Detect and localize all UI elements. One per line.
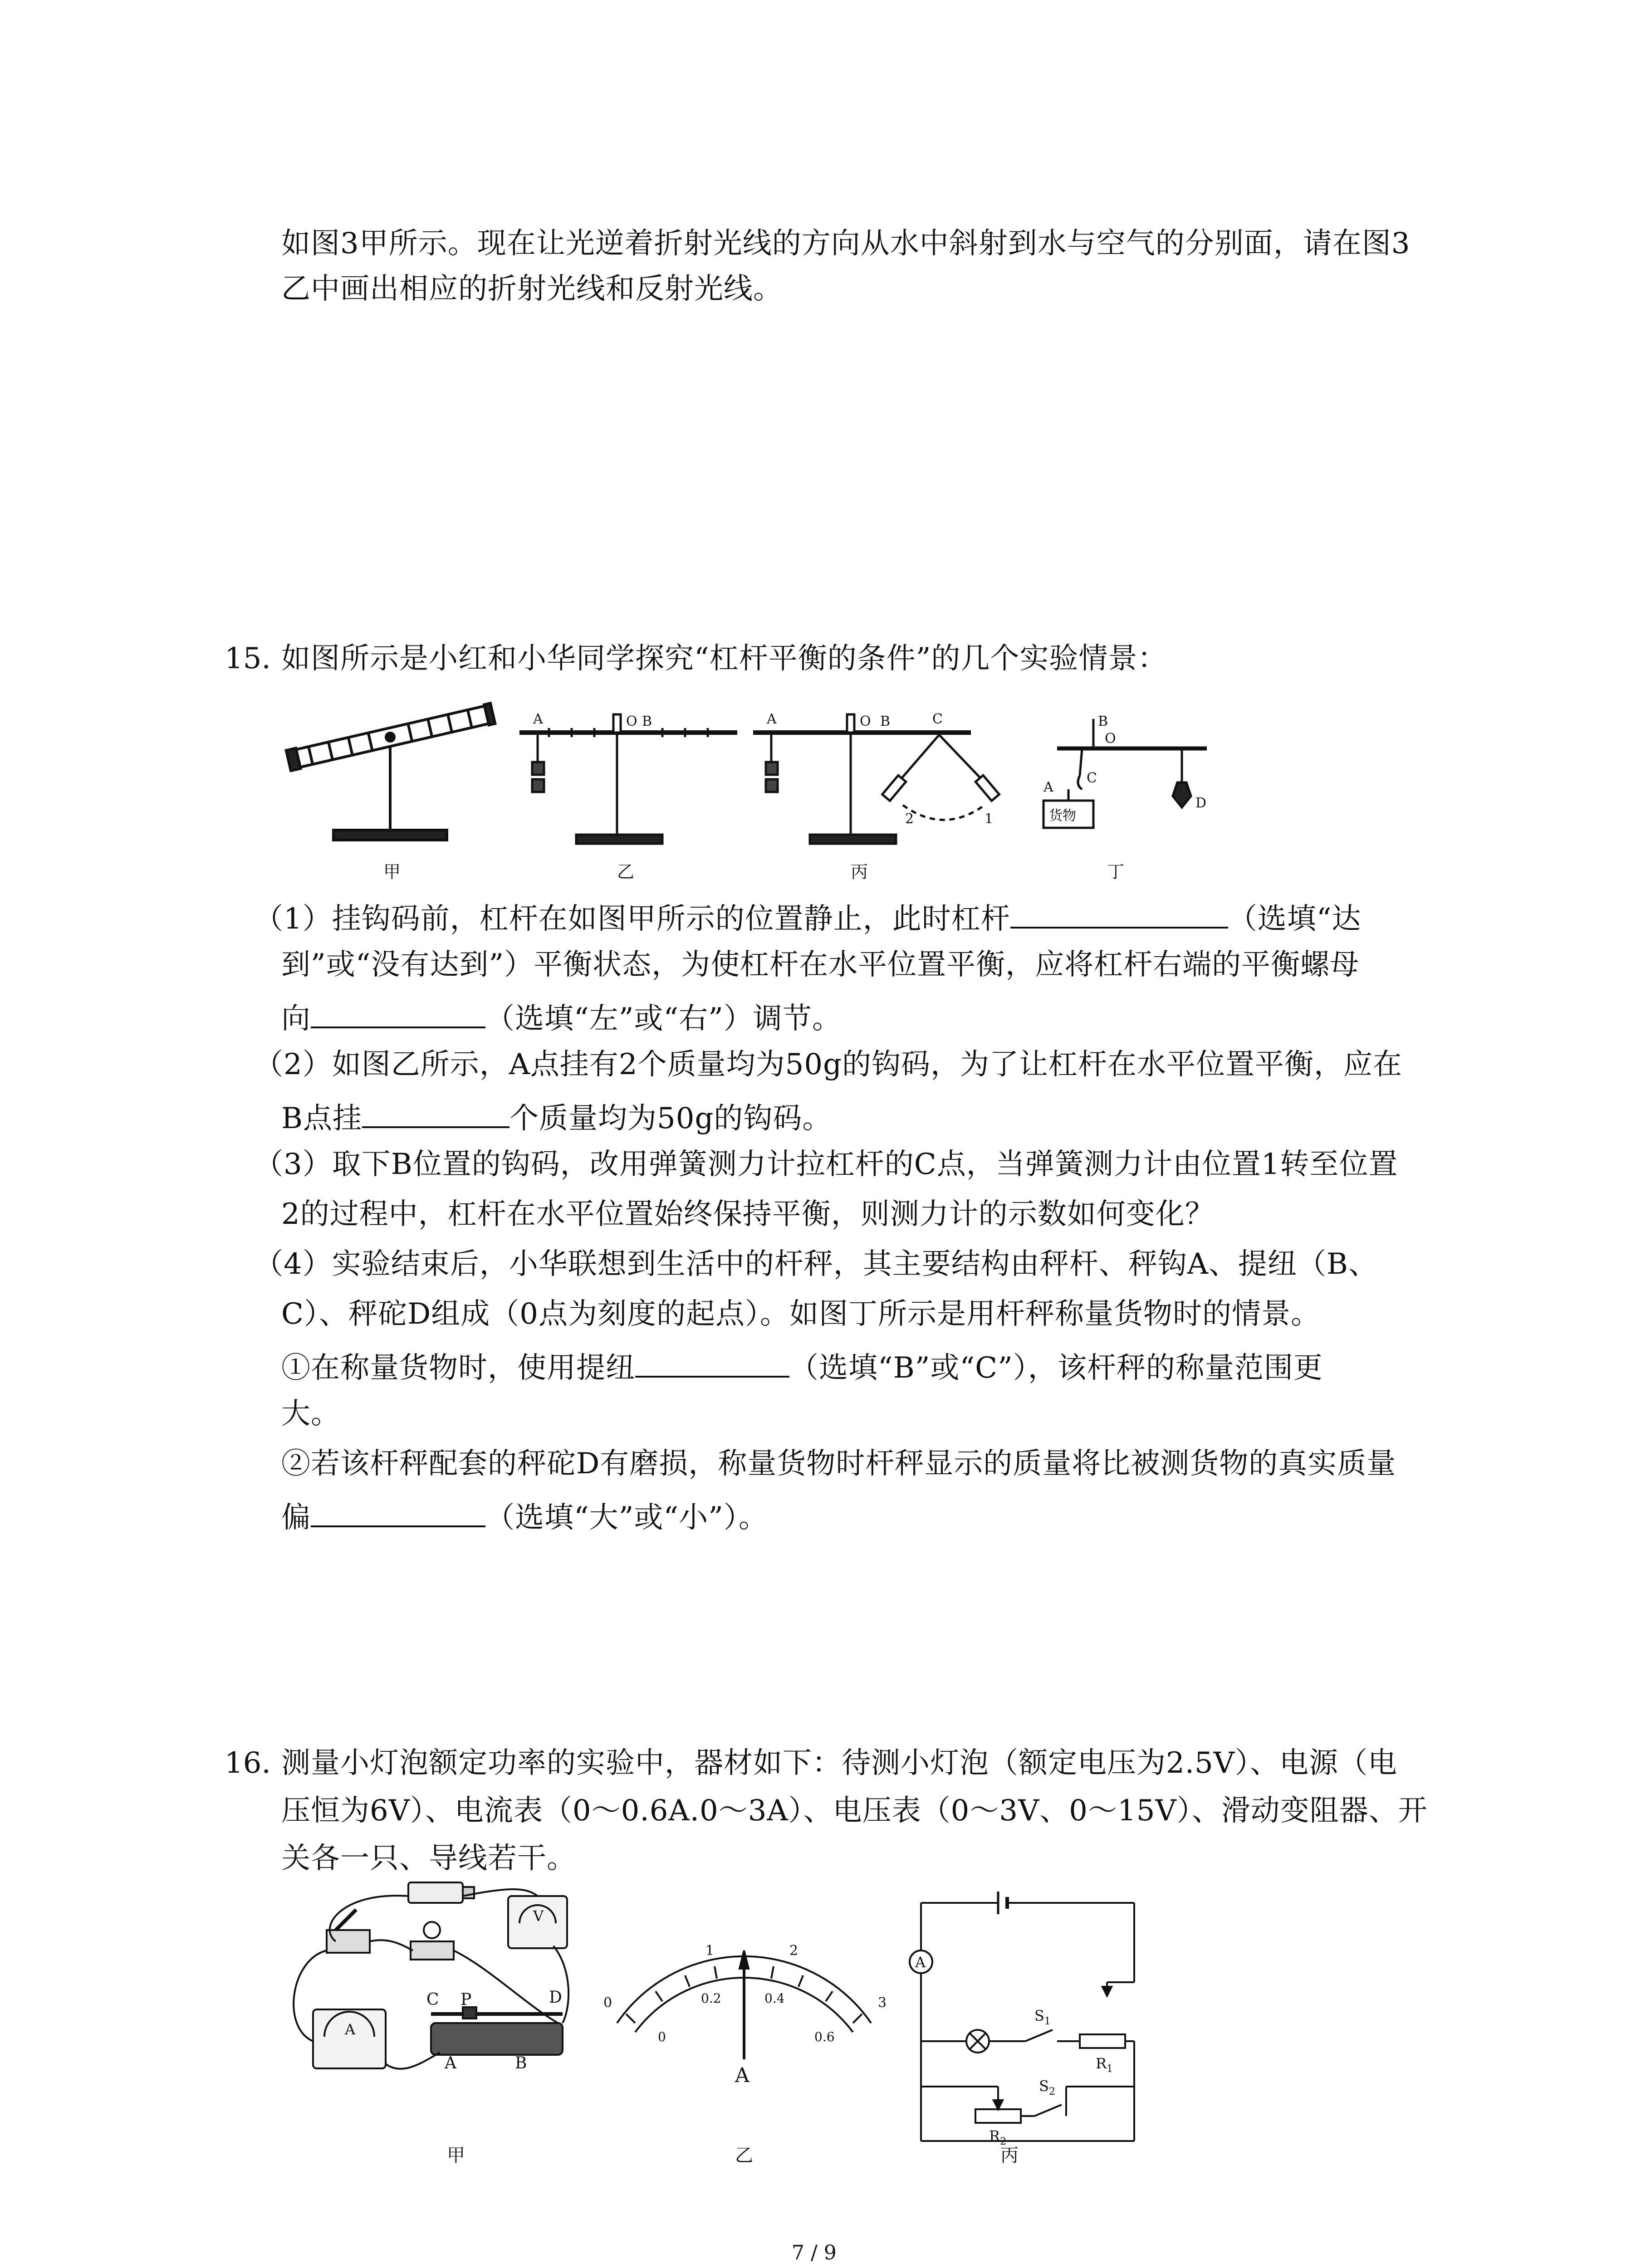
dial-outer-scale-3: 3	[878, 1995, 887, 2011]
lever-experiment-figures	[272, 699, 1248, 889]
figure-ding-goods-label: 货物	[1049, 808, 1076, 824]
figure-bing-label-b: B	[880, 714, 891, 729]
q15-part1-text-b: （选填“达	[1228, 902, 1362, 936]
figure-jia-voltmeter-label: V	[533, 1907, 544, 1925]
figure-jia-label-d: D	[549, 1988, 562, 2007]
dial-inner-scale-2: 0.4	[764, 1991, 785, 2006]
figure-yi-lever-with-weights	[519, 714, 737, 844]
answer-blank-3[interactable]	[362, 1100, 509, 1128]
figure-jia-label-p: P	[460, 1990, 472, 2009]
q15-stem: 如图所示是小红和小华同学探究“杠杆平衡的条件”的几个实验情景：	[281, 642, 1167, 675]
figure-ding-label-d: D	[1195, 795, 1207, 811]
q15-part3-line1: （3）取下B位置的钩码，改用弹簧测力计拉杠杆的C点，当弹簧测力计由位置1转至位置	[254, 1148, 1398, 1181]
answer-blank-5[interactable]	[311, 1499, 485, 1527]
q15-part1-text-e: （选填“左”或“右”）调节。	[485, 1002, 842, 1036]
q15-part2-line1: （2）如图乙所示，A点挂有2个质量均为50g的钩码，为了让杠杆在水平位置平衡，应在	[254, 1048, 1403, 1081]
circuit-figures	[272, 1878, 1180, 2168]
dial-outer-scale-1: 1	[705, 1943, 715, 1959]
schematic-r1-label: $R_1$	[1096, 2055, 1113, 2075]
figure-caption-jia: 甲	[383, 862, 401, 882]
figure-ding-label-a: A	[1043, 779, 1053, 795]
q15-part4-line6	[281, 1499, 768, 1535]
figure-ding-label-c: C	[1087, 770, 1097, 786]
figure-yi-label-o: O	[626, 714, 637, 729]
figure-jia-label-a: A	[445, 2054, 456, 2072]
figure-jia-label-c: C	[426, 1990, 439, 2009]
dial-inner-scale-1: 0.2	[701, 1991, 721, 2006]
schematic-ammeter-label: A	[915, 1954, 926, 1971]
circuit-caption-bing: 丙	[1000, 2145, 1019, 2166]
figure-caption-bing: 丙	[851, 862, 868, 882]
q16-number: 16.	[225, 1746, 271, 1780]
q15-part1-text-a: （1）挂钩码前，杠杆在如图甲所示的位置静止，此时杠杆	[254, 902, 1010, 936]
q15-part1-line2: 到”或“没有达到”）平衡状态，为使杠杆在水平位置平衡，应将杠杆右端的平衡螺母	[281, 948, 1360, 982]
schematic-switch-s2-label: $S_2$	[1039, 2077, 1055, 2097]
q15-part2-line2	[281, 1100, 832, 1133]
dial-unit-label: A	[735, 2064, 749, 2087]
dial-inner-scale-3: 0.6	[814, 2029, 835, 2044]
figure-bing-lever-spring-scale	[753, 714, 999, 844]
q15-part1-line3	[281, 1000, 842, 1036]
q15-part4-line5: ②若该杆秤配套的秤砣D有磨损，称量货物时杆秤显示的质量将比被测货物的真实质量	[281, 1447, 1396, 1481]
schematic-switch-s1-label: $S_1$	[1034, 2007, 1051, 2027]
q15-part4-line1: （4）实验结束后，小华联想到生活中的杆秤，其主要结构由秤杆、秤钩A、提纽（B、	[254, 1247, 1378, 1281]
figure-bing-schematic	[910, 1892, 1134, 2141]
figure-bing-label-o: O	[860, 714, 871, 729]
figure-bing-position-2: 2	[905, 811, 914, 827]
q15-number: 15.	[225, 642, 271, 675]
q16-text-line-3: 关各一只、导线若干。	[281, 1842, 576, 1875]
figure-caption-ding: 丁	[1107, 862, 1125, 882]
dial-inner-scale-0: 0	[658, 2029, 666, 2044]
q15-part4-text-c1: ①在称量货物时，使用提纽	[281, 1351, 635, 1385]
schematic-r2-label: $R_2$	[989, 2127, 1007, 2147]
figure-ding-label-o: O	[1105, 731, 1116, 747]
q15-part4-line2: C）、秤砣D组成（0点为刻度的起点）。如图丁所示是用杆秤称量货物时的情景。	[281, 1297, 1320, 1331]
circuit-caption-yi: 乙	[735, 2145, 753, 2166]
figure-yi-label-a: A	[533, 711, 543, 727]
answer-blank-4[interactable]	[635, 1349, 789, 1378]
q14-text-line-2: 乙中画出相应的折射光线和反射光线。	[281, 272, 783, 306]
figure-caption-yi: 乙	[617, 862, 635, 882]
q15-part1-text-d: 向	[281, 1002, 311, 1036]
q15-part4-line4: 大。	[281, 1397, 340, 1431]
dial-outer-scale-0: 0	[603, 1995, 612, 2011]
answer-blank-1[interactable]	[1010, 900, 1228, 929]
q16-text-line-2: 压恒为6V）、电流表（0～0.6A.0～3A）、电压表（0～3V、0～15V）、滑动变阻器、开	[281, 1794, 1428, 1828]
figure-yi-label-b: B	[642, 714, 652, 729]
figure-jia-tilted-lever	[286, 703, 495, 840]
page-number: 7 / 9	[792, 2241, 837, 2264]
dial-outer-scale-2: 2	[789, 1943, 798, 1959]
q15-part4-text-c2: （选填“B”或“C”），该杆秤的称量范围更	[789, 1351, 1323, 1385]
figure-bing-label-a: A	[767, 711, 777, 727]
q14-text-line-1: 如图3甲所示。现在让光逆着折射光线的方向从水中斜射到水与空气的分别面，请在图3	[281, 227, 1411, 260]
q15-part4-text-f2: （选填“大”或“小”）。	[485, 1501, 768, 1535]
figure-jia-label-b: B	[515, 2054, 527, 2072]
figure-bing-label-c: C	[932, 711, 943, 727]
q16-text-line-1: 测量小灯泡额定功率的实验中，器材如下：待测小灯泡（额定电压为2.5V）、电源（电	[281, 1746, 1397, 1780]
figure-jia-physical-circuit	[294, 1882, 568, 2069]
q15-part4-text-f1: 偏	[281, 1501, 311, 1535]
answer-blank-2[interactable]	[311, 1000, 485, 1028]
circuit-caption-jia: 甲	[447, 2145, 465, 2166]
q15-part2-text-c: 个质量均为50g的钩码。	[509, 1102, 832, 1135]
figure-bing-position-1: 1	[985, 811, 994, 827]
q15-part4-line3	[281, 1349, 1323, 1383]
q15-part3-line2: 2的过程中，杠杆在水平位置始终保持平衡，则测力计的示数如何变化？	[281, 1198, 1215, 1231]
figure-ding-label-b: B	[1098, 714, 1108, 729]
q15-part2-text-b: B点挂	[281, 1102, 362, 1135]
q15-part1-line1	[254, 900, 1361, 934]
figure-jia-ammeter-label: A	[345, 2021, 356, 2038]
